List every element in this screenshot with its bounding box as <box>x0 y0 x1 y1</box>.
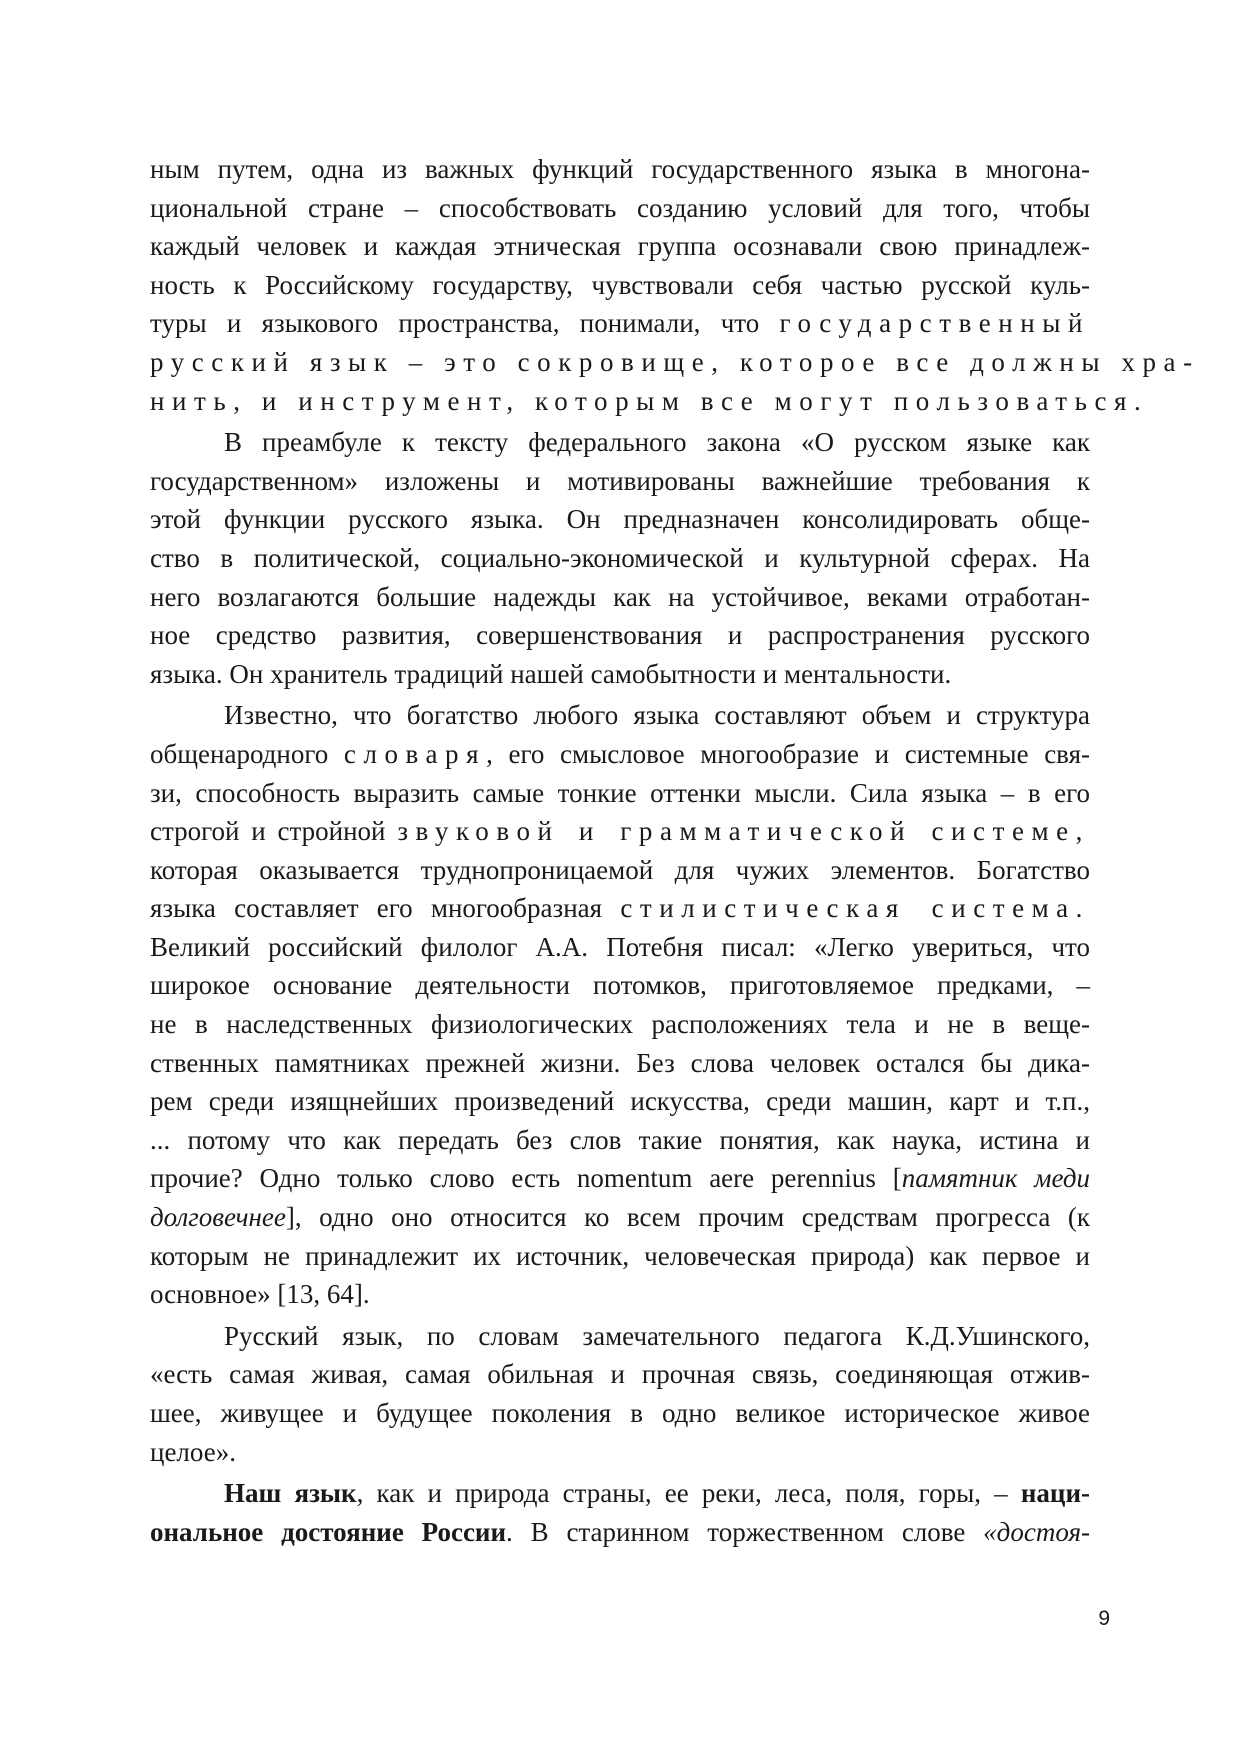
text-run: языка составляет его многообразная <box>150 893 621 924</box>
spaced-text: словаря <box>343 738 487 769</box>
text-run: которым не принадлежит их источник, человеческая природа) как первое и <box>150 1240 1090 1271</box>
text-line <box>150 266 1090 305</box>
text-line <box>150 227 1090 266</box>
text-run: государственном» изложены и мотивированы важнейшие требования к <box>150 465 1090 496</box>
text-line <box>150 1474 1090 1513</box>
text-run: циональной стране – способствовать созданию условий для того, чтобы <box>150 192 1090 223</box>
text-run: языка. Он хранитель традиций нашей самобытности и ментальности. <box>150 658 952 689</box>
spaced-text: русский язык – это сокровище, которое все должны хра- <box>150 346 1200 377</box>
text-run: ... потому что как передать без слов такие понятия, как наука, истина и <box>150 1124 1090 1155</box>
text-run: ственных памятниках прежней жизни. Без слова человек остался бы дика- <box>150 1047 1090 1078</box>
italic-text: долговечнее <box>150 1202 286 1233</box>
spaced-text: нить, и инструмент, которым все могут пользоваться. <box>150 385 1149 416</box>
paragraph <box>150 1317 1090 1471</box>
page-number: 9 <box>1098 1607 1110 1630</box>
text-run: В преамбуле к тексту федерального закона «О русском языке как <box>224 427 1090 458</box>
text-line <box>150 462 1090 501</box>
text-line <box>150 1433 1090 1472</box>
text-run: каждый человек и каждая этническая группа осознавали свою принадлеж- <box>150 231 1090 262</box>
spaced-text: звуковой и грамматической системе, <box>397 816 1090 847</box>
paragraph <box>150 696 1090 1314</box>
text-run: строгой и стройной <box>150 816 398 847</box>
text-run: , как и природа страны, ее реки, леса, поля, горы, – <box>356 1478 1021 1509</box>
paragraph <box>150 423 1090 693</box>
text-run: , его смысловое многообразие и системные свя- <box>486 738 1090 769</box>
text-run: этой функции русского языка. Он предназначен консолидировать обще- <box>150 504 1090 535</box>
text-run: зи, способность выразить самые тонкие оттенки мысли. Сила языка – в его <box>150 777 1090 808</box>
italic-text: памятник меди <box>901 1163 1090 1194</box>
paragraph <box>150 1474 1090 1551</box>
text-run: него возлагаются большие надежды как на устойчивое, веками отработан- <box>150 581 1090 612</box>
text-run: широкое основание деятельности потомков, приготовляемое предками, – <box>150 970 1090 1001</box>
text-line <box>150 1275 1090 1314</box>
text-line <box>150 150 1090 189</box>
spaced-text: государственный <box>779 308 1090 339</box>
text-line <box>150 928 1090 967</box>
bold-text: наци- <box>1020 1478 1091 1509</box>
text-line <box>150 304 1090 343</box>
text-line <box>150 1513 1090 1552</box>
text-line <box>150 1082 1090 1121</box>
paragraph <box>150 150 1200 420</box>
text-line <box>150 1355 1090 1394</box>
text-line <box>150 343 1200 382</box>
text-run: которая оказывается труднопроницаемой для чужих элементов. Богатство <box>150 854 1090 885</box>
text-run: ное средство развития, совершенствования и распространения русского <box>150 620 1090 651</box>
text-run: целое». <box>150 1436 236 1467</box>
text-run: общенародного <box>150 738 344 769</box>
text-run: Известно, что богатство любого языка составляют объем и структура <box>224 700 1090 731</box>
text-run: ство в политической, социально-экономической и культурной сферах. На <box>150 542 1090 573</box>
text-run: шее, живущее и будущее поколения в одно великое историческое живое <box>150 1398 1090 1428</box>
text-run: прочие? Одно только слово есть nomentum aere perennius [ <box>150 1163 902 1194</box>
text-line <box>150 735 1090 774</box>
text-line <box>150 382 1149 421</box>
text-line <box>150 1005 1090 1044</box>
text-line <box>150 812 1090 851</box>
text-line <box>150 1044 1090 1083</box>
text-run: Русский язык, по словам замечательного педагога К.Д.Ушинского, <box>224 1320 1090 1351</box>
text-line <box>150 539 1090 578</box>
text-line <box>150 966 1090 1005</box>
text-run: ным путем, одна из важных функций государственного языка в многона- <box>150 154 1090 184</box>
text-line <box>150 189 1090 228</box>
text-run: не в наследственных физиологических расположениях тела и не в веще- <box>150 1009 1090 1040</box>
text-run: . В старинном торжественном слове <box>506 1516 984 1547</box>
text-run: туры и языкового пространства, понимали, что <box>150 308 780 339</box>
text-line <box>150 1394 1090 1433</box>
italic-text: «достоя- <box>983 1516 1090 1547</box>
text-line <box>150 500 1090 539</box>
text-line <box>150 1198 1090 1237</box>
body-text <box>150 150 1200 1551</box>
text-line <box>150 1159 1090 1198</box>
text-run: рем среди изящнейших произведений искусства, среди машин, карт и т.п., <box>150 1086 1090 1117</box>
text-line <box>150 774 1090 813</box>
spaced-text: стилистическая система. <box>620 893 1090 924</box>
text-line <box>150 851 1090 890</box>
text-run: Великий российский филолог А.А. Потебня писал: «Легко увериться, что <box>150 931 1090 962</box>
text-line <box>150 578 1090 617</box>
text-run: ], одно оно относится ко всем прочим средствам прогресса (к <box>285 1202 1090 1233</box>
text-run: ность к Российскому государству, чувствовали себя частью русской куль- <box>150 269 1090 300</box>
text-line <box>150 696 1090 735</box>
bold-text: Наш язык <box>224 1478 357 1509</box>
text-line <box>150 1237 1090 1276</box>
text-line <box>150 889 1090 928</box>
text-run: основное» [13, 64]. <box>150 1279 370 1310</box>
text-line <box>150 1317 1090 1356</box>
text-line <box>150 1121 1090 1160</box>
text-line <box>150 423 1090 462</box>
text-line <box>150 655 1090 694</box>
text-run: «есть самая живая, самая обильная и прочная связь, соединяющая отжив- <box>150 1359 1090 1390</box>
text-line <box>150 616 1090 655</box>
bold-text: ональное достояние России <box>150 1516 507 1547</box>
